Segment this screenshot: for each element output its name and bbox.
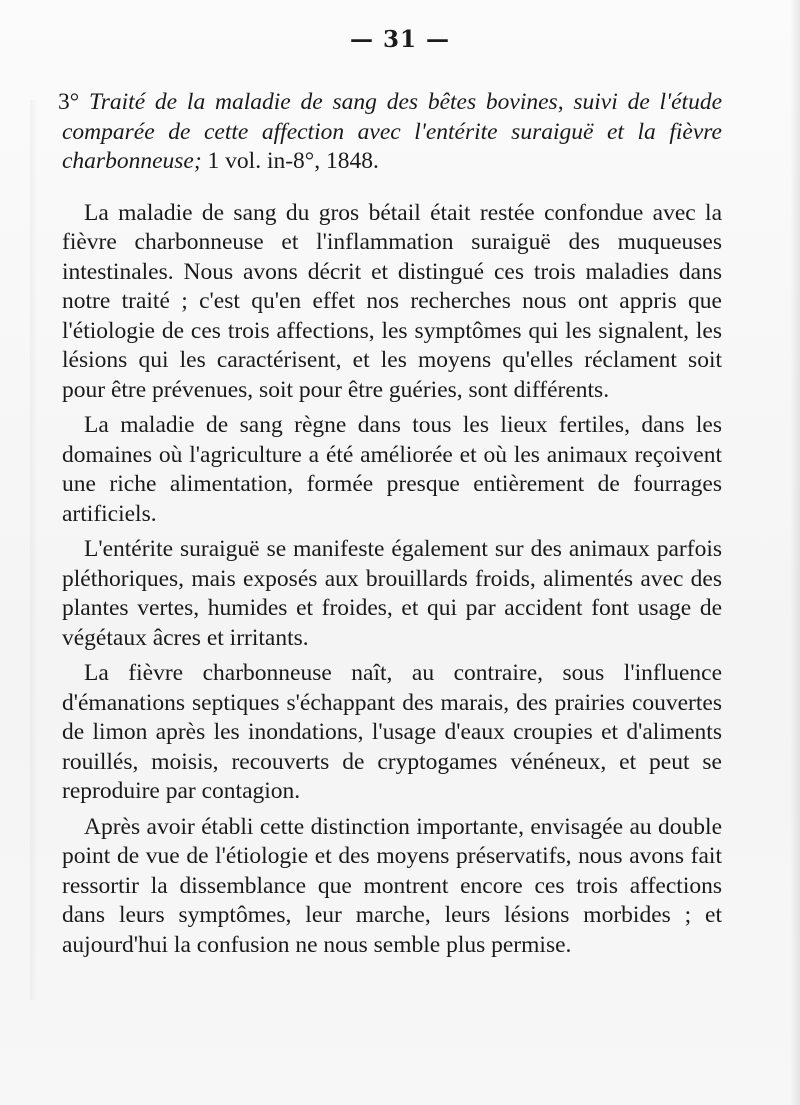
reference-title: Traité de la maladie de sang des bêtes bovines, suivi de l'étude comparée de cette affection avec l'entérite suraiguë et la fièvre charbonneuse; bbox=[62, 89, 723, 174]
reference-number: 3° bbox=[58, 89, 80, 115]
paragraph-2: La maladie de sang règne dans tous les lieux fertiles, dans les domaines où l'agriculture a été améliorée et où les animaux reçoivent une riche alimentation, formée presque entièrement de fourrages artificiels. bbox=[62, 412, 722, 527]
paragraph-1: La maladie de sang du gros bétail était restée confondue avec la fièvre charbonneuse et l'inflammation suraiguë des muqueuses intestinales. Nous avons décrit et distingué ces trois maladies dans notre traité ; c'est qu'en effet nos recherches nous ont appris que l'étiologie de ces trois affections, les symptômes qui les signalent, les lésions qui les caractérisent, et les moyens qu'elles réclament soit pour être prévenues, soit pour être guéries, sont différents. bbox=[62, 199, 722, 403]
reference-details: 1 vol. in-8°, 1848. bbox=[207, 148, 379, 174]
page-edge-shadow bbox=[790, 0, 800, 1105]
page-number: — 31 — bbox=[349, 26, 451, 53]
paragraph-3: L'entérite suraiguë se manifeste également sur des animaux parfois pléthoriques, mais exposés aux brouillards froids, alimentés avec des plantes vertes, humides et froides, et qui par accident font usage de végétaux âcres et irritants. bbox=[62, 536, 722, 651]
page-shadow bbox=[30, 100, 38, 1000]
body-text bbox=[58, 88, 723, 966]
paragraph-4: La fièvre charbonneuse naît, au contraire, sous l'influence d'émanations septiques s'échappant des marais, des prairies couvertes de limon après les inondations, l'usage d'eaux croupies et d'aliments rouillés, moisis, recouverts de cryptogames vénéneux, et peut se reproduire par contagion. bbox=[62, 660, 722, 804]
bibliographic-reference bbox=[58, 88, 723, 177]
paragraph-5: Après avoir établi cette distinction importante, envisagée au double point de vue de l'étiologie et des moyens préservatifs, nous avons fait ressortir la dissemblance que montrent encore ces trois affections dans leurs symptômes, leur marche, leurs lésions morbides ; et aujourd'hui la confusion ne nous semble plus permise. bbox=[62, 813, 722, 958]
